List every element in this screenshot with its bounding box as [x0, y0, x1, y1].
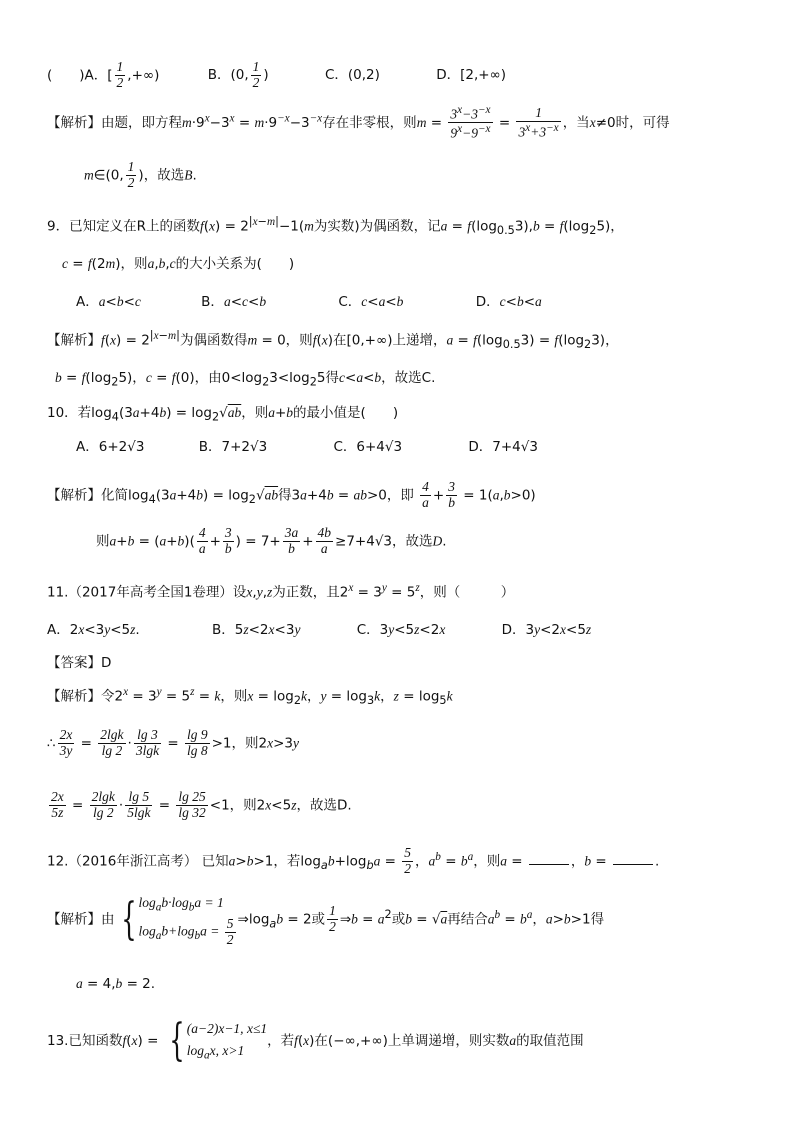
q12-analysis: 【解析】由 { $\log_ab\cdot\log_ba = 1$ $\log_ab+\log_ba$ = $\frac{5}{2}$ $\Rightarrow\log_ab = 2$或 $\frac{1}{2}$ ⇒b = $a^2$或b = √a再结合$a^b = b^a$，a>b>1得: [47, 893, 605, 947]
q8-conclusion: m∈(0, $\frac{1}{2}$ )，故选B.: [84, 159, 197, 190]
q9-stem: 9．已知定义在R上的函数$f(x) = 2^{|x-m|}-1(m$为实数)为偶函数，记$a = f(\log_{0.5}3),b = f(\log_25)$，: [47, 215, 624, 238]
q11-options: A．2x<3y<5z. B．5z<2x<3y C．3y<5z<2x D．3y<2x<5z: [47, 622, 592, 638]
q9-analysis: 【解析】$f(x) = 2^{|x-m|}$为偶函数得m = 0，则f(x)在[0,+∞)上递增，$a = f(\log_{0.5}3) = f(\log_23)$，: [47, 329, 619, 352]
q10-analysis-2: 则a+b = (a+b)( $\frac{4}{a}$ + $\frac{3}{b}$ ) = 7+ $\frac{3a}{b}$ + $\frac{4b}{a}$ ≥7+4√3，故选D.: [96, 525, 447, 556]
q8-options: ( )A．[ $\frac{1}{2}$ ,+∞) B．(0, $\frac{1}{2}$ ) C．(0,2) D．[2,+∞): [47, 59, 507, 90]
q12-conclusion: a = 4,b = 2.: [76, 976, 156, 992]
q11-step-1: ∴ $\frac{2x}{3y}$ = $\frac{2\lg k}{\lg 2}$ · $\frac{\lg 3}{3\lg k}$ = $\frac{\lg 9}{\lg 8}$ >1，则2x>3y: [47, 727, 300, 758]
q13-stem: 13.已知函数f(x) = { (a−2)x−1, x≤1 $\log_ax$, x>1 ，若f(x)在(−∞,+∞)上单调递增，则实数a的取值范围: [47, 1015, 584, 1067]
q10-analysis: 【解析】化简$\log_4(3a+4b) = \log_2√ab$得3a+4b = ab>0，即 $\frac{4}{a}$ + $\frac{3}{b}$ = 1(a,b>0): [47, 479, 536, 510]
q9-stem-2: c = f(2m)，则a,b,c的大小关系为( ): [62, 256, 295, 272]
q11-stem: 11.（2017年高考全国1卷理）设x,y,z为正数，且$2^x = 3^y = 5^z$，则（ ）: [47, 582, 515, 601]
q12-stem: 12.（2016年浙江高考） 已知a>b>1，若$\log_ab+\log_ba$ = $\frac{5}{2}$ ，$a^b = b^a$，则a = ，b = .: [47, 845, 660, 876]
answer-blank-a[interactable]: [529, 852, 569, 865]
q8-analysis: 【解析】由题，即方程$m\cdot 9^x-3^x = m\cdot 9^{-x}-3^{-x}$存在非零根，则m = $\frac{3^x-3^{-x}}{9^x-9^{-x}}$ = $\frac{1}{3^x+3^{-x}}$ ，当x≠0时，可得: [47, 104, 670, 141]
q10-options: A．6+2√3 B．7+2√3 C．6+4√3 D．7+4√3: [76, 439, 538, 455]
q9-options: A．a<b<c B．a<c<b C．c<a<b D．c<b<a: [76, 294, 542, 310]
q11-answer: 【答案】D: [47, 655, 112, 671]
q11-step-2: $\frac{2x}{5z}$ = $\frac{2\lg k}{\lg 2}$ · $\frac{\lg 5}{5\lg k}$ = $\frac{\lg 25}{\lg 32}$ <1，则2x<5z，故选D.: [51, 789, 352, 820]
q9-analysis-2: $b = f(\log_25)$，c = f(0)，由$0<\log_23<\log_25$得c<a<b，故选C.: [55, 370, 436, 389]
q10-stem: 10．若$\log_4(3a+4b) = \log_2√ab$，则a+b的最小值是( ): [47, 405, 399, 424]
q11-analysis: 【解析】令$2^x = 3^y = 5^z = k$，则$x = \log_2k$，$y = \log_3k$，$z = \log_5k$: [47, 686, 453, 708]
answer-blank-b[interactable]: [613, 852, 653, 865]
